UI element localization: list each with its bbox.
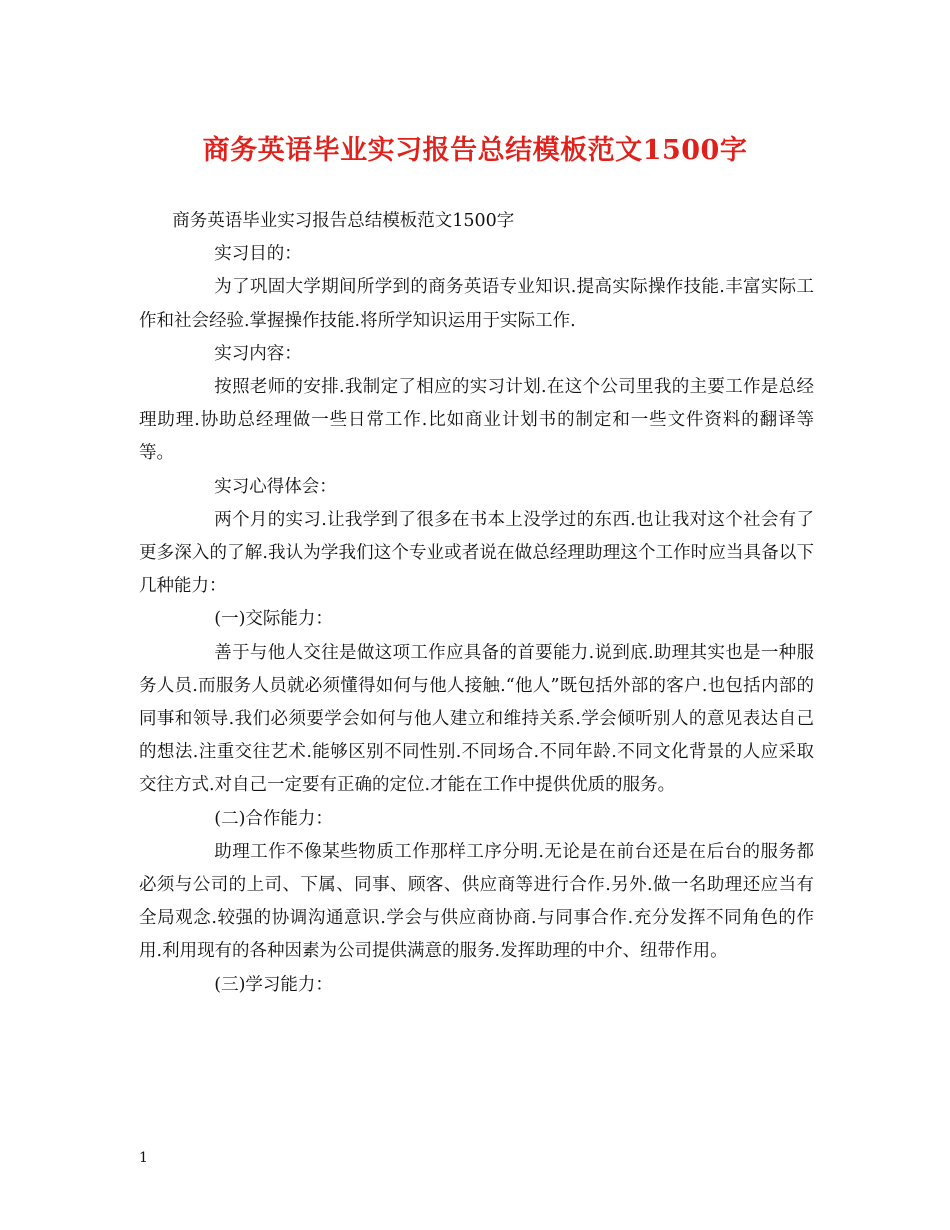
body-paragraph: (二)合作能力： <box>214 808 333 829</box>
page-number: 1 <box>139 1150 148 1166</box>
body-paragraph: 助理工作不像某些物质工作那样工序分明.无论是在前台还是在后台的服务都必须与公司的上司、下属、同事、顾客、供应商等进行合作.另外.做一名助理还应当有全局观念.较强的协调沟通意识.学会与供应商协商.与同事合作.充分发挥不同角色的作用.利用现有的各种因素为公司提供满意的服务.发挥助理的中介、纽带作用。 <box>139 841 814 962</box>
body-paragraph: 实习心得体会： <box>214 476 337 497</box>
document-body <box>139 205 814 1002</box>
body-paragraph: 按照老师的安排.我制定了相应的实习计划.在这个公司里我的主要工作是总经理助理.协助总经理做一些日常工作.比如商业计划书的制定和一些文件资料的翻译等等。 <box>139 377 814 464</box>
body-paragraph: 善于与他人交往是做这项工作应具备的首要能力.说到底.助理其实也是一种服务人员.而服务人员就必须懂得如何与他人接触.“他人”既包括外部的客户.也包括内部的同事和领导.我们必须要学会如何与他人建立和维持关系.学会倾听别人的意见表达自己的想法.注重交往艺术.能够区别不同性别.不同场合.不同年龄.不同文化背景的人应采取交往方式.对自己一定要有正确的定位.才能在工作中提供优质的服务。 <box>139 642 814 796</box>
body-paragraph: 商务英语毕业实习报告总结模板范文1500字 <box>172 211 515 231</box>
body-paragraph: (三)学习能力： <box>214 974 333 995</box>
body-paragraph: 两个月的实习.让我学到了很多在书本上没学过的东西.也让我对这个社会有了更多深入的了解.我认为学我们这个专业或者说在做总经理助理这个工作时应当具备以下几种能力： <box>139 509 814 597</box>
document-title: 商务英语毕业实习报告总结模板范文1500字 <box>202 135 748 166</box>
body-paragraph: (一)交际能力： <box>214 609 333 630</box>
body-paragraph: 为了巩固大学期间所学到的商务英语专业知识.提高实际操作技能.丰富实际工作和社会经验.掌握操作技能.将所学知识运用于实际工作. <box>139 277 814 331</box>
body-paragraph: 实习目的： <box>214 244 302 265</box>
body-paragraph: 实习内容： <box>214 343 302 364</box>
